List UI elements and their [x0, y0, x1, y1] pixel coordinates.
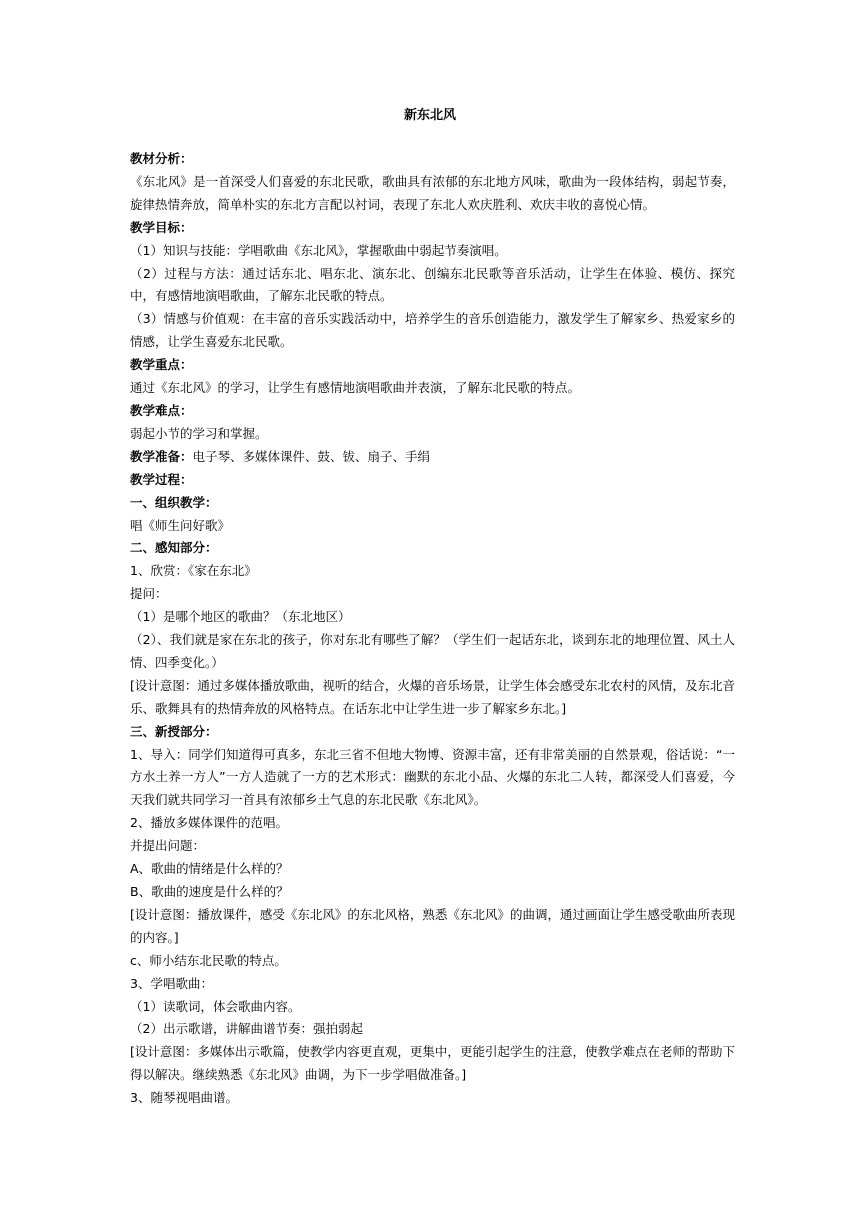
prep-text: 电子琴、多媒体课件、鼓、钹、扇子、手绢 — [192, 448, 431, 464]
part3-design-note: [设计意图：播放课件，感受《东北风》的东北风格，熟悉《东北风》的曲调，通过画面让学生感受歌曲所表现的内容。] — [130, 906, 735, 945]
part3-line: A、歌曲的情绪是什么样的？ — [130, 861, 289, 877]
difficulty-paragraph: 弱起小节的学习和掌握。 — [130, 425, 268, 441]
part3-line: （2）出示歌谱，讲解曲谱节奏：强拍弱起 — [130, 1021, 363, 1037]
part3-design-note: [设计意图：多媒体出示歌篇，使教学内容更直观，更集中，更能引起学生的注意，使教学难点在老师的帮助下得以解决。继续熟悉《东北风》曲调，为下一步学唱做准备。] — [130, 1044, 735, 1083]
part3-intro: 1、导入：同学们知道得可真多，东北三省不但地大物博、资源丰富，还有非常美丽的自然景观，俗话说：“一方水土养一方人”一方人造就了一方的艺术形式：幽默的东北小品、火爆的东北二人转，都深受人们喜爱，今天我们就共同学习一首具有浓郁乡土气息的东北民歌《东北风》。 — [130, 746, 735, 808]
part2-line: 提问： — [130, 586, 168, 602]
part3-line: 2、播放多媒体课件的范唱。 — [130, 815, 288, 831]
part3-line: B、歌曲的速度是什么样的？ — [130, 884, 289, 899]
document-body — [130, 148, 735, 1110]
part3-line: （1）读歌词，体会歌曲内容。 — [130, 998, 301, 1014]
prep-label: 教学准备： — [130, 448, 193, 464]
part3-heading: 三、新授部分： — [130, 723, 218, 739]
part3-line: 3、随琴视唱曲谱。 — [130, 1090, 238, 1106]
materials-paragraph: 《东北风》是一首深受人们喜爱的东北民歌，歌曲具有浓郁的东北地方风味，歌曲为一段体结构，弱起节奏，旋律热情奔放，简单朴实的东北方言配以衬词，表现了东北人欢庆胜利、欢庆丰收的喜悦心情。 — [130, 173, 735, 212]
part3-line: 并提出问题： — [130, 838, 206, 854]
part2-design-note: [设计意图：通过多媒体播放歌曲，视听的结合，火爆的音乐场景，让学生体会感受东北农村的风情，及东北音乐、歌舞具有的热情奔放的风格特点。在话东北中让学生进一步了解家乡东北。] — [130, 677, 735, 716]
focus-paragraph: 通过《东北风》的学习，让学生有感情地演唱歌曲并表演，了解东北民歌的特点。 — [130, 380, 581, 396]
focus-heading: 教学重点： — [130, 357, 193, 373]
part3-line: 3、学唱歌曲： — [130, 975, 213, 991]
part1-text: 唱《师生问好歌》 — [130, 517, 231, 533]
part2-line: （2）、我们就是家在东北的孩子，你对东北有哪些了解？（学生们一起话东北，谈到东北的地理位置、风土人情、四季变化。） — [130, 632, 735, 670]
goal-3: （3）情感与价值观：在丰富的音乐实践活动中，培养学生的音乐创造能力，激发学生了解家乡、热爱家乡的情感，让学生喜爱东北民歌。 — [130, 311, 735, 350]
part2-heading: 二、感知部分： — [130, 540, 218, 556]
part2-line: （1）是哪个地区的歌曲？（东北地区） — [130, 609, 351, 625]
goal-2: （2）过程与方法：通过话东北、唱东北、演东北、创编东北民歌等音乐活动，让学生在体验、模仿、探究中，有感情地演唱歌曲，了解东北民歌的特点。 — [130, 265, 735, 304]
part1-heading: 一、组织教学： — [130, 494, 218, 510]
materials-heading: 教材分析： — [130, 151, 193, 166]
goals-heading: 教学目标： — [130, 219, 193, 235]
part3-line: c、师小结东北民歌的特点。 — [130, 952, 287, 968]
part2-line: 1、欣赏：《家在东北》 — [130, 563, 257, 579]
goal-1: （1）知识与技能：学唱歌曲《东北风》，掌握歌曲中弱起节奏演唱。 — [130, 242, 507, 258]
document-title: 新东北风 — [403, 108, 456, 123]
process-heading: 教学过程： — [130, 471, 193, 487]
difficulty-heading: 教学难点： — [130, 402, 193, 418]
prep-line — [130, 446, 735, 469]
